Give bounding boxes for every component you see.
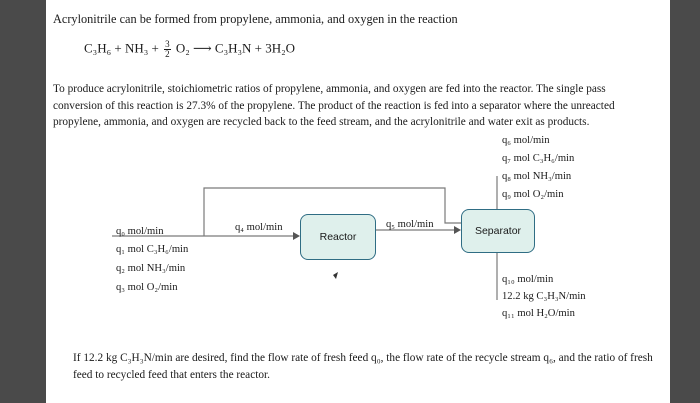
reactor-label: Reactor (319, 231, 357, 243)
recycle-oxygen-label: q₉ mol O₂/min (502, 189, 564, 200)
separator-label: Separator (474, 225, 522, 237)
reactor-outlet-label: q₅ mol/min (386, 219, 434, 230)
fraction-denominator: 2 (165, 49, 170, 59)
intro-text: Acrylonitrile can be formed from propylene, ammonia, and oxygen in the reaction (53, 12, 458, 26)
feed-ammonia-label: q₂ mol NH₃/min (116, 263, 186, 274)
reactor-box (300, 214, 376, 260)
recycle-propylene-label: q₇ mol C₃H₆/min (502, 153, 575, 164)
problem-description: To produce acrylonitrile, stoichiometric ratios of propylene, ammonia, and oxygen are fed into the reactor. The single pass conversion of this reaction is 27.3% of the propylene. The product of the reaction is fed into a separator where the unreacted propylene, ammonia, and oxygen are recycled back to the feed stream, and the acrylonitrile and water exit as products. (53, 83, 615, 128)
recycle-ammonia-label: q₈ mol NH₃/min (502, 171, 572, 182)
product-water-label: q₁₁ mol H₂O/min (502, 308, 575, 319)
reactor-inlet-label: q₄ mol/min (235, 222, 283, 233)
product-acrylonitrile-label: 12.2 kg C₃H₃N/min (502, 291, 586, 302)
feed-total-label: q₀ mol/min (116, 226, 164, 237)
equation-right: O₂ ⟶ C₃H₃N + 3H₂O (175, 40, 296, 56)
fraction-numerator: 3 (165, 39, 170, 49)
product-total-label: q₁₀ mol/min (502, 274, 554, 285)
feed-arrowhead (293, 232, 300, 240)
cursor-mark (333, 272, 338, 279)
recycle-total-label: q₆ mol/min (502, 135, 550, 146)
feed-oxygen-label: q₃ mol O₂/min (116, 282, 178, 293)
separator-box (461, 209, 535, 253)
reactor-outlet-arrowhead (454, 226, 461, 234)
feed-propylene-label: q₁ mol C₃H₆/min (116, 244, 189, 255)
question-text: If 12.2 kg C₃H₃N/min are desired, find the flow rate of fresh feed q₀, the flow rate of the recycle stream q₆, and the ratio of fresh feed to recycled feed that enters the reactor. (73, 352, 653, 381)
equation-left: C₃H₆ + NH₃ + (84, 40, 159, 56)
